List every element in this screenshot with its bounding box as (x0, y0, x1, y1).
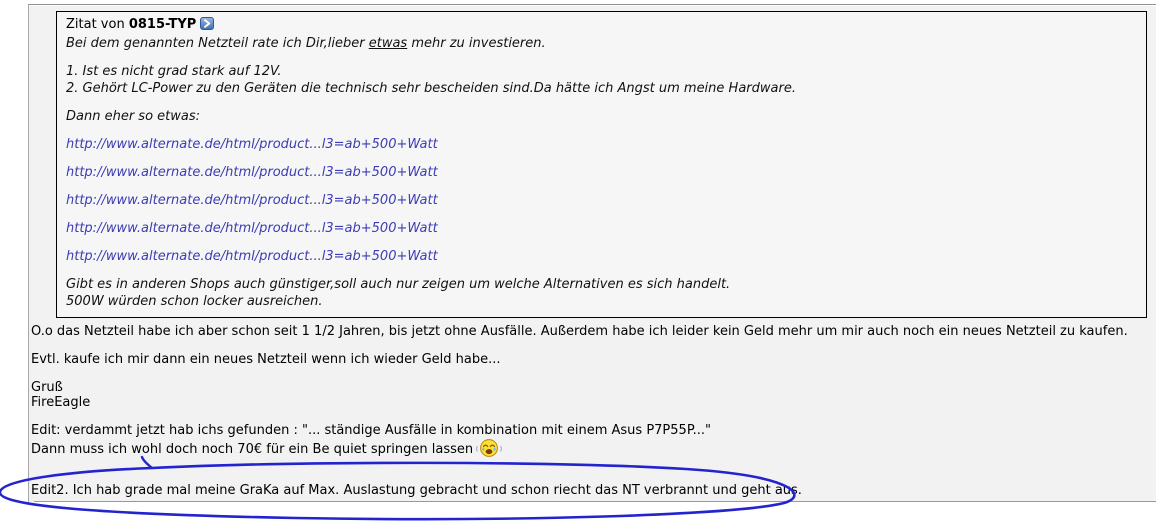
edit-note-line-2: Dann muss ich wohl doch noch 70€ für ein Be quiet springen lassen (31, 442, 474, 457)
quote-author: 0815-TYP (128, 17, 197, 32)
quote-outro (66, 276, 1137, 310)
post-paragraph-2: Evtl. kaufe ich mir dann ein neues Netzteil wenn ich wieder Geld habe... (31, 352, 501, 367)
alternate-link-4[interactable]: http://www.alternate.de/html/product...l3=ab+500+Watt (66, 221, 438, 236)
quote-content (66, 35, 1137, 310)
viewpost-arrow-icon[interactable] (200, 17, 214, 30)
forum-post (28, 4, 1156, 503)
alternate-link-3[interactable]: http://www.alternate.de/html/product...l3=ab+500+Watt (66, 193, 438, 208)
crying-smiley-icon (475, 438, 503, 462)
post-paragraph-1: O.o das Netzteil habe ich aber schon seit 1 1/2 Jahren, bis jetzt ohne Ausfälle. Außerdem habe ich leider kein Geld mehr um mir auch noch ein neues Netzteil zu kaufen. (31, 324, 1128, 339)
signature-greeting: Gruß (31, 380, 63, 395)
quote-list-item-2: 2. Gehört LC-Power zu den Geräten die technisch sehr bescheiden sind.Da hätte ich Angst um meine Hardware. (66, 81, 796, 96)
post-body (31, 324, 1156, 498)
signature-name: FireEagle (31, 395, 91, 410)
quote-list-item-1: 1. Ist es nicht grad stark auf 12V. (66, 64, 282, 79)
quote-header (66, 17, 1137, 33)
quote-line-1: Bei dem genannten Netzteil rate ich Dir,lieber etwas mehr zu investieren. (66, 36, 546, 51)
quote-list (66, 63, 1137, 97)
post-divider (34, 501, 1156, 503)
signature-block (31, 380, 1156, 410)
quote-box (56, 11, 1147, 318)
alternate-link-2[interactable]: http://www.alternate.de/html/product...l3=ab+500+Watt (66, 165, 438, 180)
quote-header-prefix: Zitat von (66, 17, 129, 32)
edit-note-line-1: Edit: verdammt jetzt hab ichs gefunden : "... ständige Ausfälle in kombination mit einem Asus P7P55P..." (31, 423, 712, 438)
alternate-link-1[interactable]: http://www.alternate.de/html/product...l3=ab+500+Watt (66, 137, 438, 152)
quote-outro-line-1: Gibt es in anderen Shops auch günstiger,soll auch nur zeigen um welche Alternativen es sich handelt. (66, 277, 731, 292)
underlined-word: etwas (368, 36, 408, 51)
edit-note (31, 423, 1156, 462)
quote-outro-line-2: 500W würden schon locker ausreichen. (66, 294, 323, 309)
quote-intro: Dann eher so etwas: (66, 109, 201, 124)
edit2-note: Edit2. Ich hab grade mal meine GraKa auf Max. Auslastung gebracht und schon riecht das NT verbrannt und geht aus. (31, 483, 802, 498)
alternate-link-5[interactable]: http://www.alternate.de/html/product...l3=ab+500+Watt (66, 249, 438, 264)
